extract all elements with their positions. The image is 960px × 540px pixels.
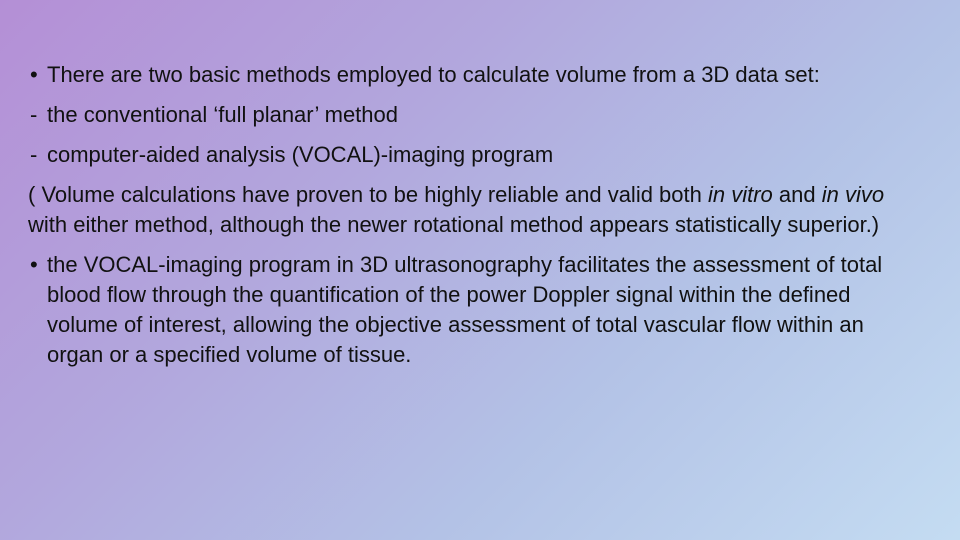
bullet-mark: • <box>30 252 38 277</box>
slide-body <box>28 60 908 380</box>
bullet-text: There are two basic methods employed to calculate volume from a 3D data set: <box>47 62 820 87</box>
dash-mark: - <box>30 142 38 167</box>
note-text-part3: with either method, although the newer rotational method appears statistically superior.) <box>28 212 880 237</box>
dash-text: computer-aided analysis (VOCAL)-imaging program <box>47 142 554 167</box>
dash-text: the conventional ‘full planar’ method <box>47 102 399 127</box>
note-text-part1: ( Volume calculations have proven to be highly reliable and valid both <box>28 182 708 207</box>
note-paragraph <box>28 180 908 240</box>
bullet-item-vocal-program <box>28 250 908 370</box>
dash-item-vocal <box>28 140 908 170</box>
dash-item-full-planar <box>28 100 908 130</box>
bullet-mark: • <box>30 62 38 87</box>
bullet-item-methods-intro <box>28 60 908 90</box>
note-text-part2: and <box>772 182 822 207</box>
dash-mark: - <box>30 102 38 127</box>
note-italic-in-vivo: in vivo <box>821 182 885 207</box>
bullet-text: the VOCAL-imaging program in 3D ultrasonography facilitates the assessment of total blood flow through the quantification of the power Doppler signal within the defined volume of interest, allowing the objective assessment of total vascular flow within an organ or a specified volume of tissue. <box>47 252 883 367</box>
note-italic-in-vitro: in vitro <box>707 182 773 207</box>
